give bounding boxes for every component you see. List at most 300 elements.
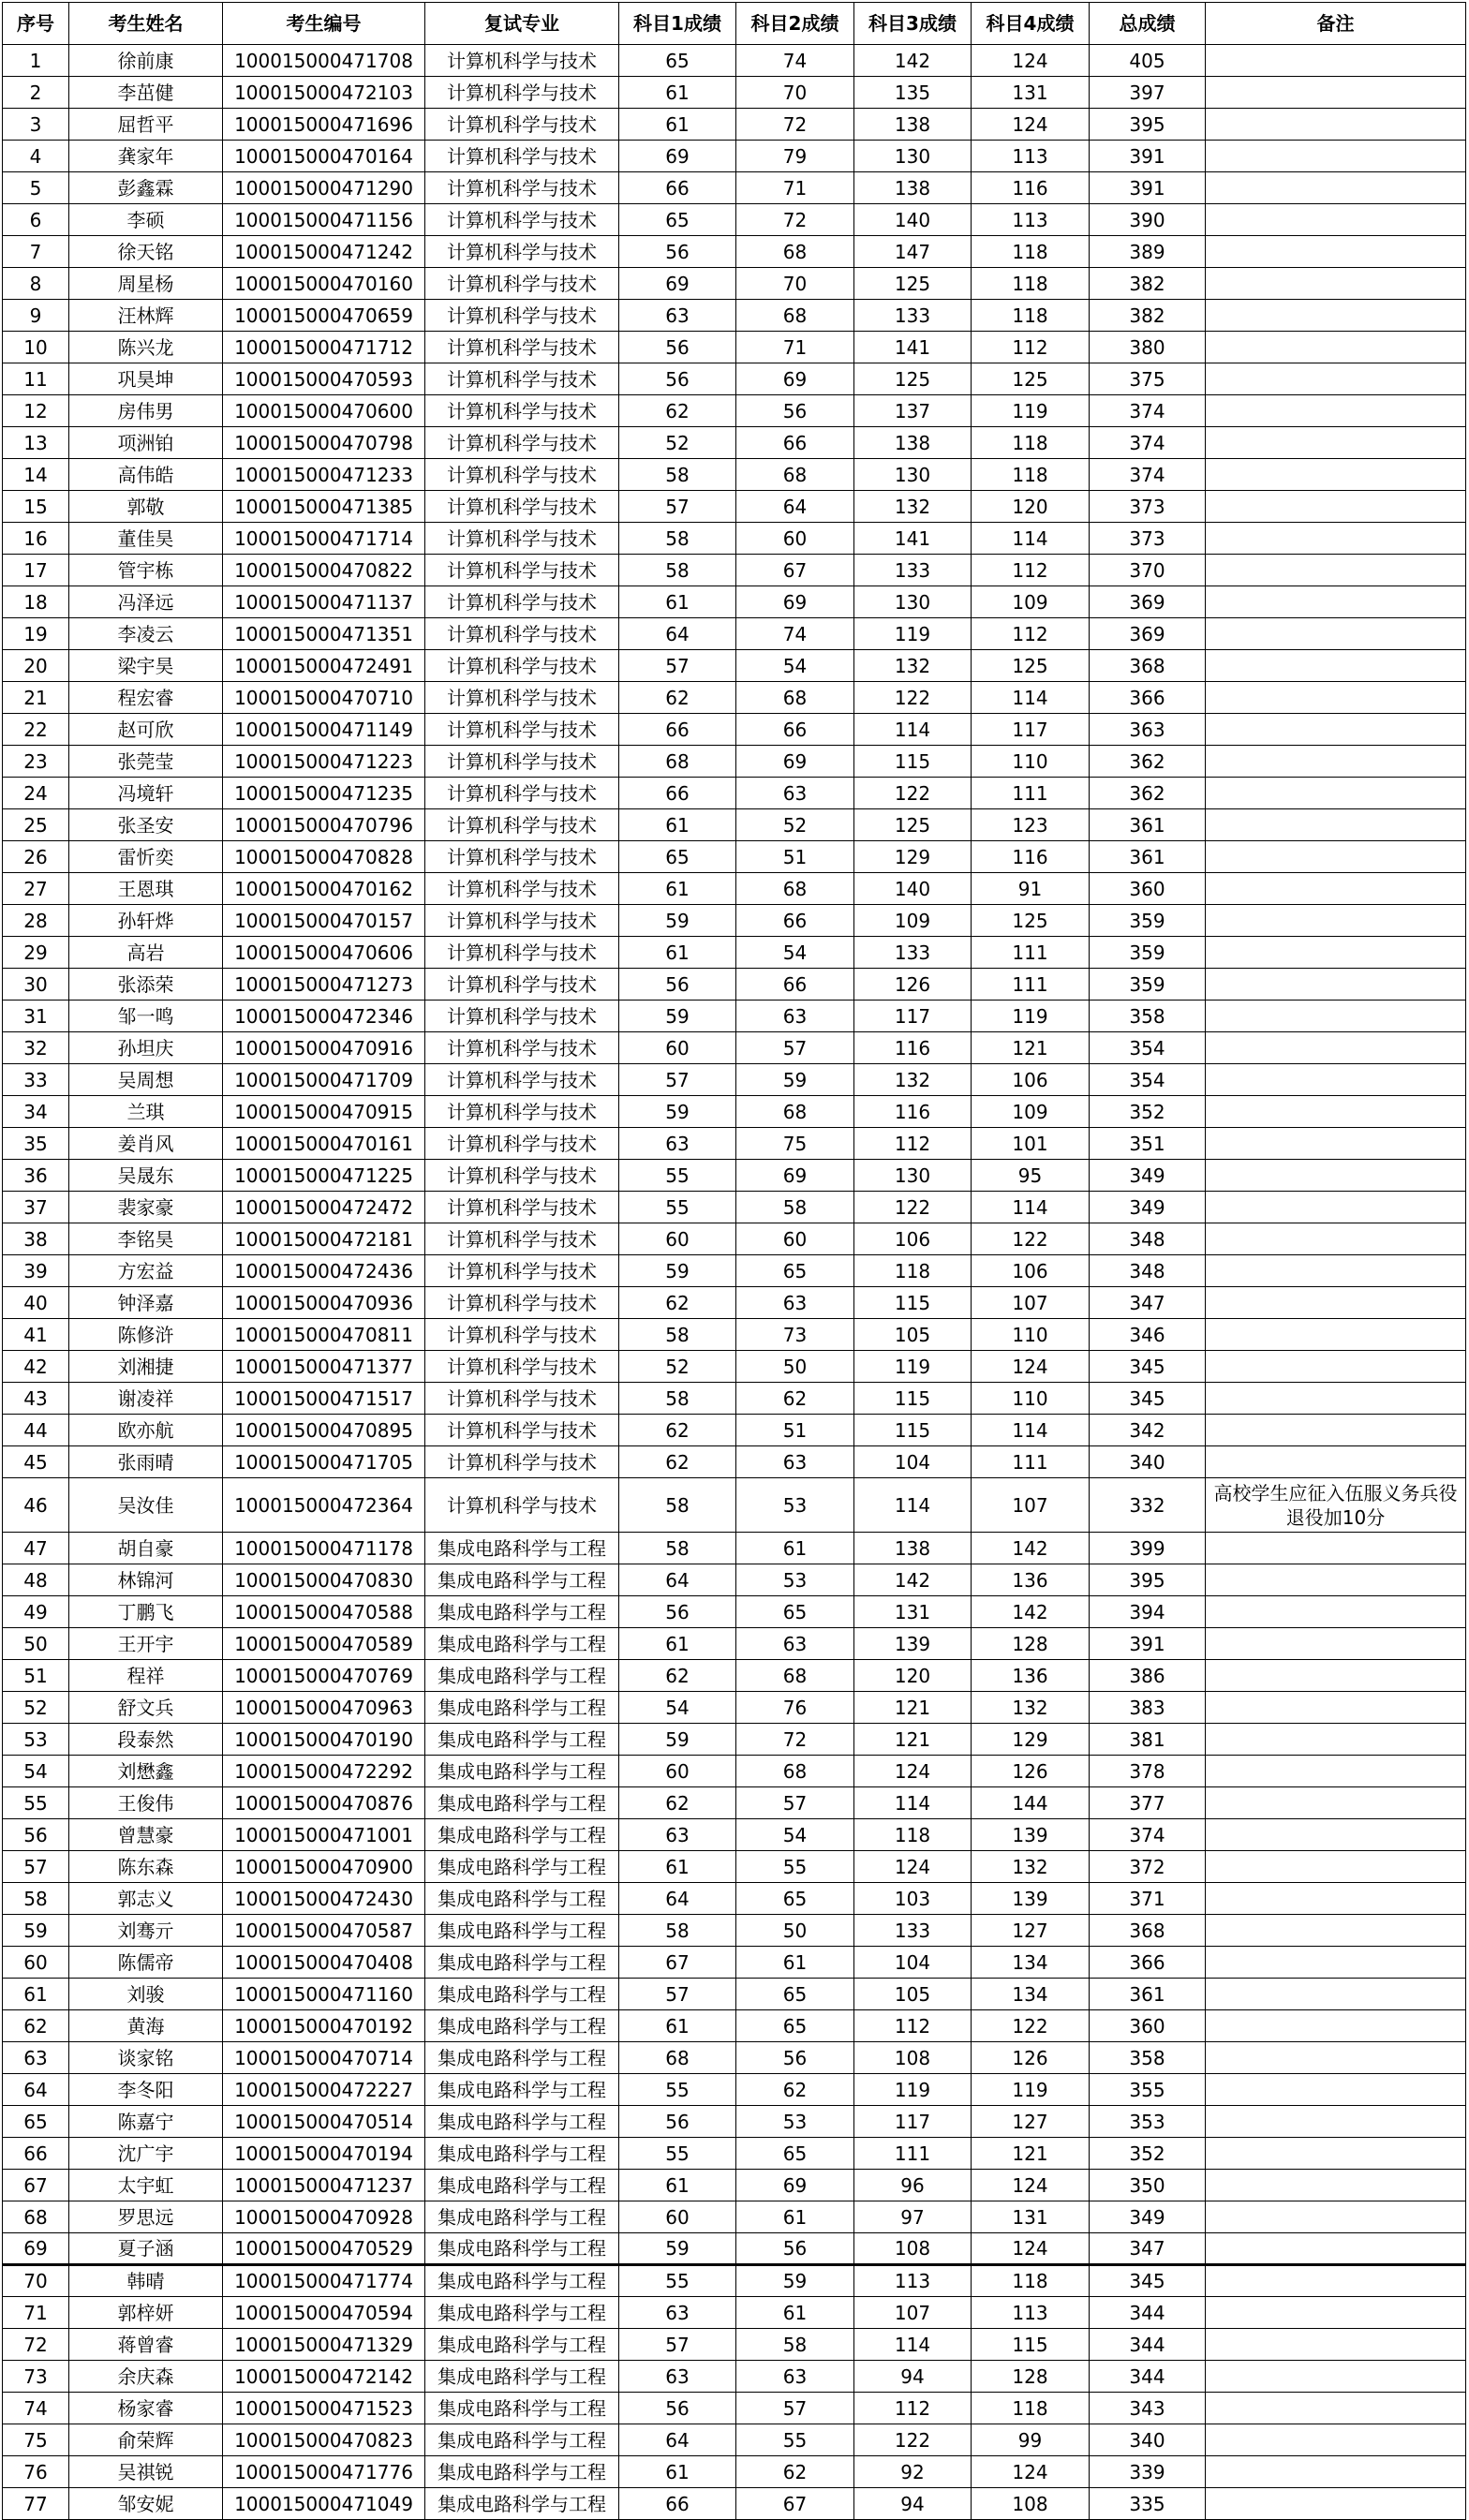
cell-remark: [1206, 268, 1466, 300]
cell-total: 348: [1090, 1255, 1206, 1287]
cell-subject2: 65: [736, 1596, 854, 1628]
cell-subject3: 135: [854, 77, 972, 109]
cell-candidate-id: 100015000470589: [223, 1628, 425, 1660]
cell-subject3: 130: [854, 141, 972, 172]
cell-major: 集成电路科学与工程: [425, 2329, 619, 2361]
table-row: [3, 1883, 1466, 1915]
cell-index: 56: [3, 1819, 69, 1851]
cell-candidate-id: 100015000470798: [223, 427, 425, 459]
cell-candidate-id: 100015000470162: [223, 873, 425, 905]
cell-index: 23: [3, 746, 69, 778]
cell-major: 集成电路科学与工程: [425, 1851, 619, 1883]
cell-subject2: 73: [736, 1319, 854, 1351]
cell-subject1: 55: [619, 1192, 736, 1223]
header-candidate-id: 考生编号: [223, 3, 425, 45]
cell-subject2: 61: [736, 1533, 854, 1564]
cell-major: 计算机科学与技术: [425, 1064, 619, 1096]
cell-subject2: 63: [736, 1001, 854, 1032]
cell-total: 389: [1090, 236, 1206, 268]
table-row: [3, 2297, 1466, 2329]
cell-major: 计算机科学与技术: [425, 1096, 619, 1128]
cell-subject2: 66: [736, 969, 854, 1001]
cell-total: 375: [1090, 363, 1206, 395]
table-row: [3, 746, 1466, 778]
cell-subject4: 121: [972, 2138, 1090, 2170]
cell-subject2: 59: [736, 1064, 854, 1096]
cell-subject1: 62: [619, 1287, 736, 1319]
cell-name: 刘骞亓: [69, 1915, 223, 1947]
cell-total: 381: [1090, 1724, 1206, 1756]
table-row: [3, 1223, 1466, 1255]
cell-major: 计算机科学与技术: [425, 1478, 619, 1533]
cell-subject3: 112: [854, 2393, 972, 2424]
cell-major: 计算机科学与技术: [425, 969, 619, 1001]
cell-total: 352: [1090, 1096, 1206, 1128]
cell-index: 55: [3, 1787, 69, 1819]
header-total: 总成绩: [1090, 3, 1206, 45]
cell-subject1: 61: [619, 1851, 736, 1883]
cell-subject3: 108: [854, 2233, 972, 2265]
table-row: [3, 1128, 1466, 1160]
cell-index: 72: [3, 2329, 69, 2361]
cell-remark: [1206, 1947, 1466, 1979]
cell-subject4: 118: [972, 2265, 1090, 2297]
cell-candidate-id: 100015000470823: [223, 2424, 425, 2456]
cell-index: 60: [3, 1947, 69, 1979]
cell-major: 计算机科学与技术: [425, 905, 619, 937]
table-row: [3, 1319, 1466, 1351]
cell-remark: [1206, 1533, 1466, 1564]
cell-subject4: 114: [972, 523, 1090, 555]
cell-name: 林锦河: [69, 1564, 223, 1596]
cell-subject3: 114: [854, 1478, 972, 1533]
cell-candidate-id: 100015000472430: [223, 1883, 425, 1915]
cell-subject3: 114: [854, 2329, 972, 2361]
cell-total: 390: [1090, 204, 1206, 236]
table-row: [3, 1819, 1466, 1851]
cell-subject2: 59: [736, 2265, 854, 2297]
cell-remark: [1206, 1096, 1466, 1128]
cell-remark: [1206, 204, 1466, 236]
cell-subject2: 50: [736, 1351, 854, 1383]
cell-subject4: 114: [972, 1415, 1090, 1446]
cell-subject4: 118: [972, 236, 1090, 268]
cell-remark: [1206, 873, 1466, 905]
cell-total: 349: [1090, 1160, 1206, 1192]
cell-total: 353: [1090, 2106, 1206, 2138]
cell-subject3: 138: [854, 172, 972, 204]
table-row: [3, 45, 1466, 77]
cell-major: 计算机科学与技术: [425, 523, 619, 555]
cell-subject4: 124: [972, 2233, 1090, 2265]
cell-subject4: 110: [972, 1383, 1090, 1415]
cell-major: 计算机科学与技术: [425, 491, 619, 523]
cell-subject2: 66: [736, 427, 854, 459]
table-row: [3, 1478, 1466, 1533]
cell-subject3: 122: [854, 1192, 972, 1223]
cell-candidate-id: 100015000470769: [223, 1660, 425, 1692]
cell-name: 汪林辉: [69, 300, 223, 332]
cell-subject3: 116: [854, 1096, 972, 1128]
table-row: [3, 1756, 1466, 1787]
cell-candidate-id: 100015000470593: [223, 363, 425, 395]
cell-subject2: 72: [736, 109, 854, 141]
cell-total: 359: [1090, 969, 1206, 1001]
cell-subject2: 54: [736, 937, 854, 969]
cell-subject2: 53: [736, 2106, 854, 2138]
cell-name: 张添荣: [69, 969, 223, 1001]
cell-index: 44: [3, 1415, 69, 1446]
cell-subject3: 126: [854, 969, 972, 1001]
cell-major: 计算机科学与技术: [425, 300, 619, 332]
cell-subject4: 113: [972, 2297, 1090, 2329]
cell-candidate-id: 100015000470606: [223, 937, 425, 969]
cell-major: 计算机科学与技术: [425, 395, 619, 427]
cell-index: 15: [3, 491, 69, 523]
cell-remark: [1206, 427, 1466, 459]
cell-name: 项洲铂: [69, 427, 223, 459]
cell-total: 361: [1090, 1979, 1206, 2010]
cell-name: 张莞莹: [69, 746, 223, 778]
cell-index: 48: [3, 1564, 69, 1596]
cell-remark: [1206, 1819, 1466, 1851]
cell-subject1: 62: [619, 1787, 736, 1819]
cell-subject2: 64: [736, 491, 854, 523]
cell-subject2: 57: [736, 1032, 854, 1064]
cell-remark: [1206, 682, 1466, 714]
cell-subject4: 119: [972, 1001, 1090, 1032]
cell-major: 计算机科学与技术: [425, 1032, 619, 1064]
cell-candidate-id: 100015000471517: [223, 1383, 425, 1415]
cell-subject1: 63: [619, 1819, 736, 1851]
cell-major: 计算机科学与技术: [425, 45, 619, 77]
cell-remark: [1206, 236, 1466, 268]
cell-total: 346: [1090, 1319, 1206, 1351]
cell-subject2: 60: [736, 523, 854, 555]
cell-total: 382: [1090, 268, 1206, 300]
cell-name: 舒文兵: [69, 1692, 223, 1724]
cell-major: 计算机科学与技术: [425, 1223, 619, 1255]
cell-candidate-id: 100015000470588: [223, 1596, 425, 1628]
cell-major: 计算机科学与技术: [425, 1255, 619, 1287]
cell-subject2: 63: [736, 1287, 854, 1319]
cell-total: 345: [1090, 1351, 1206, 1383]
header-subject3: 科目3成绩: [854, 3, 972, 45]
cell-candidate-id: 100015000472436: [223, 1255, 425, 1287]
cell-name: 钟泽嘉: [69, 1287, 223, 1319]
cell-index: 14: [3, 459, 69, 491]
header-remark: 备注: [1206, 3, 1466, 45]
cell-subject3: 106: [854, 1223, 972, 1255]
cell-remark: [1206, 746, 1466, 778]
cell-subject2: 63: [736, 2361, 854, 2393]
cell-name: 李茁健: [69, 77, 223, 109]
cell-subject3: 115: [854, 746, 972, 778]
cell-subject1: 68: [619, 746, 736, 778]
table-row: [3, 172, 1466, 204]
table-body: [3, 45, 1466, 2520]
cell-subject4: 128: [972, 1628, 1090, 1660]
cell-total: 374: [1090, 427, 1206, 459]
cell-subject2: 69: [736, 1160, 854, 1192]
table-row: [3, 2361, 1466, 2393]
cell-remark: [1206, 2233, 1466, 2265]
cell-subject1: 61: [619, 1628, 736, 1660]
cell-index: 10: [3, 332, 69, 363]
cell-candidate-id: 100015000471351: [223, 618, 425, 650]
cell-subject3: 133: [854, 300, 972, 332]
cell-name: 谢凌祥: [69, 1383, 223, 1415]
cell-name: 冯境轩: [69, 778, 223, 809]
cell-index: 22: [3, 714, 69, 746]
table-row: [3, 2010, 1466, 2042]
cell-major: 集成电路科学与工程: [425, 2170, 619, 2201]
cell-major: 计算机科学与技术: [425, 1160, 619, 1192]
cell-candidate-id: 100015000470587: [223, 1915, 425, 1947]
cell-remark: [1206, 1883, 1466, 1915]
cell-subject3: 124: [854, 1851, 972, 1883]
cell-name: 徐天铭: [69, 236, 223, 268]
cell-name: 郭志义: [69, 1883, 223, 1915]
cell-candidate-id: 100015000471137: [223, 586, 425, 618]
cell-major: 集成电路科学与工程: [425, 1915, 619, 1947]
cell-subject2: 61: [736, 2297, 854, 2329]
cell-index: 69: [3, 2233, 69, 2265]
cell-name: 刘湘捷: [69, 1351, 223, 1383]
cell-name: 郭敬: [69, 491, 223, 523]
cell-subject4: 136: [972, 1660, 1090, 1692]
cell-major: 计算机科学与技术: [425, 363, 619, 395]
cell-major: 集成电路科学与工程: [425, 2201, 619, 2233]
cell-name: 蒋曾睿: [69, 2329, 223, 2361]
cell-remark: [1206, 1415, 1466, 1446]
cell-total: 348: [1090, 1223, 1206, 1255]
cell-name: 丁鹏飞: [69, 1596, 223, 1628]
cell-subject3: 103: [854, 1883, 972, 1915]
cell-candidate-id: 100015000472103: [223, 77, 425, 109]
cell-subject2: 72: [736, 1724, 854, 1756]
cell-name: 邹安妮: [69, 2488, 223, 2520]
cell-remark: [1206, 1446, 1466, 1478]
cell-subject3: 114: [854, 714, 972, 746]
cell-subject4: 126: [972, 2042, 1090, 2074]
cell-candidate-id: 100015000470408: [223, 1947, 425, 1979]
cell-subject1: 63: [619, 1128, 736, 1160]
cell-major: 计算机科学与技术: [425, 236, 619, 268]
cell-index: 1: [3, 45, 69, 77]
header-subject1: 科目1成绩: [619, 3, 736, 45]
cell-subject2: 56: [736, 2233, 854, 2265]
cell-candidate-id: 100015000471377: [223, 1351, 425, 1383]
cell-total: 382: [1090, 300, 1206, 332]
table-row: [3, 1533, 1466, 1564]
cell-subject4: 113: [972, 141, 1090, 172]
cell-subject1: 65: [619, 841, 736, 873]
cell-index: 38: [3, 1223, 69, 1255]
cell-major: 计算机科学与技术: [425, 204, 619, 236]
table-row: [3, 1660, 1466, 1692]
cell-subject1: 56: [619, 332, 736, 363]
cell-total: 366: [1090, 1947, 1206, 1979]
cell-index: 73: [3, 2361, 69, 2393]
cell-subject1: 56: [619, 969, 736, 1001]
table-row: [3, 1032, 1466, 1064]
cell-remark: [1206, 2456, 1466, 2488]
cell-subject2: 75: [736, 1128, 854, 1160]
cell-remark: [1206, 1128, 1466, 1160]
cell-remark: [1206, 2170, 1466, 2201]
header-major: 复试专业: [425, 3, 619, 45]
cell-subject1: 58: [619, 1383, 736, 1415]
cell-subject2: 70: [736, 77, 854, 109]
cell-remark: [1206, 2424, 1466, 2456]
cell-subject2: 69: [736, 586, 854, 618]
cell-subject1: 56: [619, 2106, 736, 2138]
cell-subject1: 55: [619, 2074, 736, 2106]
cell-major: 集成电路科学与工程: [425, 2106, 619, 2138]
table-row: [3, 1628, 1466, 1660]
cell-index: 3: [3, 109, 69, 141]
cell-index: 52: [3, 1692, 69, 1724]
cell-subject4: 106: [972, 1255, 1090, 1287]
cell-remark: [1206, 1692, 1466, 1724]
cell-total: 372: [1090, 1851, 1206, 1883]
cell-subject1: 69: [619, 268, 736, 300]
cell-remark: [1206, 2042, 1466, 2074]
cell-name: 房伟男: [69, 395, 223, 427]
cell-subject1: 61: [619, 937, 736, 969]
cell-candidate-id: 100015000470822: [223, 555, 425, 586]
table-row: [3, 618, 1466, 650]
cell-remark: [1206, 586, 1466, 618]
cell-total: 354: [1090, 1032, 1206, 1064]
cell-candidate-id: 100015000470916: [223, 1032, 425, 1064]
cell-subject1: 63: [619, 2297, 736, 2329]
cell-candidate-id: 100015000470830: [223, 1564, 425, 1596]
cell-subject1: 52: [619, 1351, 736, 1383]
cell-subject1: 58: [619, 555, 736, 586]
cell-subject1: 61: [619, 109, 736, 141]
cell-candidate-id: 100015000470828: [223, 841, 425, 873]
cell-subject1: 61: [619, 2010, 736, 2042]
cell-subject1: 62: [619, 1446, 736, 1478]
cell-major: 计算机科学与技术: [425, 332, 619, 363]
cell-major: 集成电路科学与工程: [425, 2010, 619, 2042]
cell-index: 8: [3, 268, 69, 300]
cell-major: 计算机科学与技术: [425, 841, 619, 873]
cell-candidate-id: 100015000471049: [223, 2488, 425, 2520]
cell-index: 2: [3, 77, 69, 109]
cell-major: 计算机科学与技术: [425, 172, 619, 204]
cell-index: 21: [3, 682, 69, 714]
cell-candidate-id: 100015000470963: [223, 1692, 425, 1724]
cell-major: 集成电路科学与工程: [425, 1533, 619, 1564]
cell-subject3: 117: [854, 1001, 972, 1032]
cell-index: 17: [3, 555, 69, 586]
cell-subject2: 70: [736, 268, 854, 300]
cell-subject4: 119: [972, 2074, 1090, 2106]
cell-remark: 高校学生应征入伍服义务兵役退役加10分: [1206, 1478, 1466, 1533]
table-row: [3, 1851, 1466, 1883]
cell-name: 屈哲平: [69, 109, 223, 141]
cell-candidate-id: 100015000472491: [223, 650, 425, 682]
cell-name: 段泰然: [69, 1724, 223, 1756]
cell-major: 集成电路科学与工程: [425, 2074, 619, 2106]
cell-major: 计算机科学与技术: [425, 809, 619, 841]
cell-name: 太宇虹: [69, 2170, 223, 2201]
cell-index: 53: [3, 1724, 69, 1756]
cell-subject3: 142: [854, 1564, 972, 1596]
table-row: [3, 841, 1466, 873]
cell-subject4: 136: [972, 1564, 1090, 1596]
cell-subject4: 139: [972, 1819, 1090, 1851]
cell-subject4: 124: [972, 109, 1090, 141]
cell-subject1: 60: [619, 1032, 736, 1064]
cell-remark: [1206, 1596, 1466, 1628]
cell-remark: [1206, 1660, 1466, 1692]
cell-remark: [1206, 2488, 1466, 2520]
cell-index: 29: [3, 937, 69, 969]
cell-candidate-id: 100015000472472: [223, 1192, 425, 1223]
cell-index: 9: [3, 300, 69, 332]
cell-subject2: 51: [736, 841, 854, 873]
cell-name: 冯泽远: [69, 586, 223, 618]
cell-candidate-id: 100015000471156: [223, 204, 425, 236]
cell-total: 371: [1090, 1883, 1206, 1915]
cell-subject1: 55: [619, 1160, 736, 1192]
cell-total: 362: [1090, 778, 1206, 809]
cell-subject4: 142: [972, 1533, 1090, 1564]
table-row: [3, 2424, 1466, 2456]
cell-name: 梁宇昊: [69, 650, 223, 682]
cell-remark: [1206, 1032, 1466, 1064]
cell-index: 31: [3, 1001, 69, 1032]
cell-total: 355: [1090, 2074, 1206, 2106]
cell-subject4: 95: [972, 1160, 1090, 1192]
cell-total: 399: [1090, 1533, 1206, 1564]
cell-remark: [1206, 2265, 1466, 2297]
cell-candidate-id: 100015000470900: [223, 1851, 425, 1883]
cell-major: 计算机科学与技术: [425, 650, 619, 682]
cell-subject3: 132: [854, 491, 972, 523]
cell-major: 集成电路科学与工程: [425, 2393, 619, 2424]
cell-subject4: 109: [972, 1096, 1090, 1128]
cell-subject1: 58: [619, 1533, 736, 1564]
cell-major: 集成电路科学与工程: [425, 1979, 619, 2010]
cell-subject3: 125: [854, 268, 972, 300]
cell-remark: [1206, 2074, 1466, 2106]
cell-subject1: 59: [619, 905, 736, 937]
cell-subject1: 61: [619, 2170, 736, 2201]
cell-subject3: 137: [854, 395, 972, 427]
cell-subject2: 54: [736, 650, 854, 682]
cell-subject1: 64: [619, 618, 736, 650]
cell-remark: [1206, 2329, 1466, 2361]
cell-subject1: 56: [619, 2393, 736, 2424]
table-row: [3, 682, 1466, 714]
table-row: [3, 714, 1466, 746]
cell-subject3: 97: [854, 2201, 972, 2233]
cell-total: 358: [1090, 1001, 1206, 1032]
cell-subject1: 64: [619, 2424, 736, 2456]
cell-subject3: 115: [854, 1383, 972, 1415]
cell-index: 58: [3, 1883, 69, 1915]
table-row: [3, 1415, 1466, 1446]
cell-subject3: 116: [854, 1032, 972, 1064]
cell-subject4: 139: [972, 1883, 1090, 1915]
table-row: [3, 2265, 1466, 2297]
cell-index: 39: [3, 1255, 69, 1287]
